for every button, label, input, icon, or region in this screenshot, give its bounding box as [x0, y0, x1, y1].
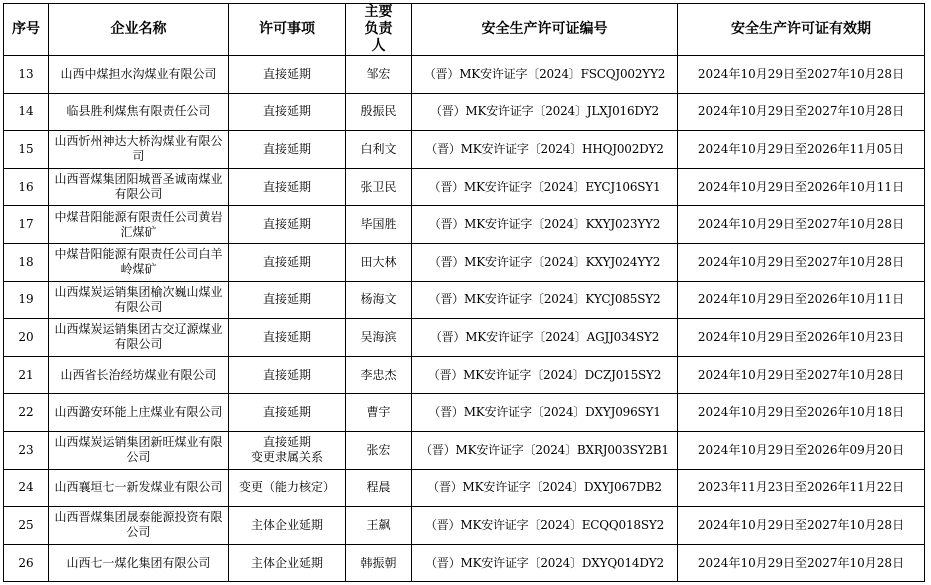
cell-person: 吴海滨: [346, 319, 412, 357]
cell-item: 直接延期: [229, 168, 346, 206]
table-row: [4, 281, 925, 319]
cell-item: 直接延期: [229, 281, 346, 319]
cell-no: 21: [4, 356, 49, 394]
cell-period: 2024年10月29日至2026年09月20日: [678, 431, 925, 469]
permit-table: [3, 3, 925, 582]
table-row: [4, 356, 925, 394]
cell-period: 2024年10月29日至2027年10月28日: [678, 56, 925, 94]
header-no: 序号: [4, 4, 49, 56]
table-row: [4, 319, 925, 357]
cell-company: 山西晋煤集团晟泰能源投资有限公司: [49, 507, 229, 545]
cell-cert: （晋）MK安许证字〔2024〕EYCJ106SY1: [412, 168, 678, 206]
cell-item-line: 直接延期: [262, 435, 311, 450]
cell-person: 曹宇: [346, 394, 412, 432]
table-row: [4, 544, 925, 582]
table-row: [4, 168, 925, 206]
cell-no: 22: [4, 394, 49, 432]
cell-cert: （晋）MK安许证字〔2024〕FSCQJ002YY2: [412, 56, 678, 94]
cell-company: 山西中煤担水沟煤业有限公司: [49, 56, 229, 94]
cell-company: 中煤昔阳能源有限责任公司黄岩汇煤矿: [49, 206, 229, 244]
header-person: [346, 4, 412, 56]
cell-person: 白利文: [346, 131, 412, 169]
cell-person: 田大林: [346, 243, 412, 281]
cell-period: 2024年10月29日至2026年10月23日: [678, 319, 925, 357]
cell-cert: （晋）MK安许证字〔2024〕AGJJ034SY2: [412, 319, 678, 357]
cell-period: 2024年10月29日至2026年11月05日: [678, 131, 925, 169]
cell-company: 山西煤炭运销集团古交辽源煤业有限公司: [49, 319, 229, 357]
cell-no: 13: [4, 56, 49, 94]
cell-person: 张卫民: [346, 168, 412, 206]
cell-item: 直接延期: [229, 356, 346, 394]
cell-no: 15: [4, 131, 49, 169]
cell-person: 毕国胜: [346, 206, 412, 244]
cell-item: 直接延期: [229, 243, 346, 281]
cell-company: 山西七一煤化集团有限公司: [49, 544, 229, 582]
cell-cert: （晋）MK安许证字〔2024〕DCZJ015SY2: [412, 356, 678, 394]
cell-company: 中煤昔阳能源有限责任公司白羊岭煤矿: [49, 243, 229, 281]
cell-cert: （晋）MK安许证字〔2024〕DXYJ096SY1: [412, 394, 678, 432]
cell-company: 山西省长治经坊煤业有限公司: [49, 356, 229, 394]
cell-period: 2023年11月23日至2026年11月22日: [678, 469, 925, 507]
header-cert: 安全生产许可证编号: [412, 4, 678, 56]
cell-item: 主体企业延期: [229, 507, 346, 545]
cell-person: 韩振朝: [346, 544, 412, 582]
cell-company: 山西潞安环能上庄煤业有限公司: [49, 394, 229, 432]
cell-cert: （晋）MK安许证字〔2024〕KYCJ085SY2: [412, 281, 678, 319]
cell-cert: （晋）MK安许证字〔2024〕DXYQ014DY2: [412, 544, 678, 582]
cell-cert: （晋）MK安许证字〔2024〕KXYJ023YY2: [412, 206, 678, 244]
cell-no: 20: [4, 319, 49, 357]
cell-no: 23: [4, 431, 49, 469]
table-row: [4, 507, 925, 545]
cell-item: 直接延期: [229, 319, 346, 357]
cell-no: 17: [4, 206, 49, 244]
cell-company: 山西煤炭运销集团榆次巍山煤业有限公司: [49, 281, 229, 319]
cell-period: 2024年10月29日至2027年10月28日: [678, 206, 925, 244]
cell-cert: （晋）MK安许证字〔2024〕JLXJ016DY2: [412, 93, 678, 131]
cell-company: 山西煤炭运销集团新旺煤业有限公司: [49, 431, 229, 469]
header-row: [4, 4, 925, 56]
header-company: 企业名称: [49, 4, 229, 56]
cell-period: 2024年10月29日至2026年10月11日: [678, 281, 925, 319]
table-row: [4, 469, 925, 507]
cell-company: 临县胜利煤焦有限责任公司: [49, 93, 229, 131]
cell-cert: （晋）MK安许证字〔2024〕BXRJ003SY2B1: [412, 431, 678, 469]
cell-period: 2024年10月29日至2027年10月28日: [678, 507, 925, 545]
table-row: [4, 243, 925, 281]
cell-item: 直接延期: [229, 56, 346, 94]
cell-item: 直接延期: [229, 206, 346, 244]
cell-item-line: 变更隶属关系: [250, 450, 323, 465]
cell-no: 16: [4, 168, 49, 206]
cell-cert: （晋）MK安许证字〔2024〕KXYJ024YY2: [412, 243, 678, 281]
table-row: [4, 206, 925, 244]
cell-no: 18: [4, 243, 49, 281]
cell-person: 李忠杰: [346, 356, 412, 394]
cell-no: 26: [4, 544, 49, 582]
cell-period: 2024年10月29日至2026年10月11日: [678, 168, 925, 206]
cell-period: 2024年10月29日至2027年10月28日: [678, 356, 925, 394]
cell-person: 程晨: [346, 469, 412, 507]
table-row: [4, 131, 925, 169]
cell-cert: （晋）MK安许证字〔2024〕HHQJ002DY2: [412, 131, 678, 169]
cell-period: 2024年10月29日至2027年10月28日: [678, 243, 925, 281]
cell-company: 山西晋煤集团阳城晋圣诚南煤业有限公司: [49, 168, 229, 206]
header-period: 安全生产许可证有效期: [678, 4, 925, 56]
cell-person: 邹宏: [346, 56, 412, 94]
cell-person: 殷振民: [346, 93, 412, 131]
cell-item: 直接延期: [229, 394, 346, 432]
table-row: [4, 93, 925, 131]
table-header: [4, 4, 925, 56]
header-item: 许可事项: [229, 4, 346, 56]
header-person-text: 主要负责人: [364, 4, 393, 54]
cell-no: 14: [4, 93, 49, 131]
cell-no: 19: [4, 281, 49, 319]
cell-person: 王飙: [346, 507, 412, 545]
cell-item: 变更（能力核定）: [229, 469, 346, 507]
cell-item: 直接延期: [229, 93, 346, 131]
cell-no: 24: [4, 469, 49, 507]
cell-no: 25: [4, 507, 49, 545]
cell-period: 2024年10月29日至2026年10月18日: [678, 394, 925, 432]
cell-item: [229, 431, 346, 469]
cell-period: 2024年10月29日至2027年10月28日: [678, 93, 925, 131]
table-body: [4, 56, 925, 582]
cell-cert: （晋）MK安许证字〔2024〕DXYJ067DB2: [412, 469, 678, 507]
cell-person: 张宏: [346, 431, 412, 469]
cell-company: 山西忻州神达大桥沟煤业有限公司: [49, 131, 229, 169]
table-row: [4, 431, 925, 469]
cell-period: 2024年10月29日至2027年10月28日: [678, 544, 925, 582]
table-row: [4, 394, 925, 432]
cell-cert: （晋）MK安许证字〔2024〕ECQQ018SY2: [412, 507, 678, 545]
cell-item: 主体企业延期: [229, 544, 346, 582]
cell-person: 杨海文: [346, 281, 412, 319]
cell-item: 直接延期: [229, 131, 346, 169]
cell-company: 山西襄垣七一新发煤业有限公司: [49, 469, 229, 507]
table-row: [4, 56, 925, 94]
